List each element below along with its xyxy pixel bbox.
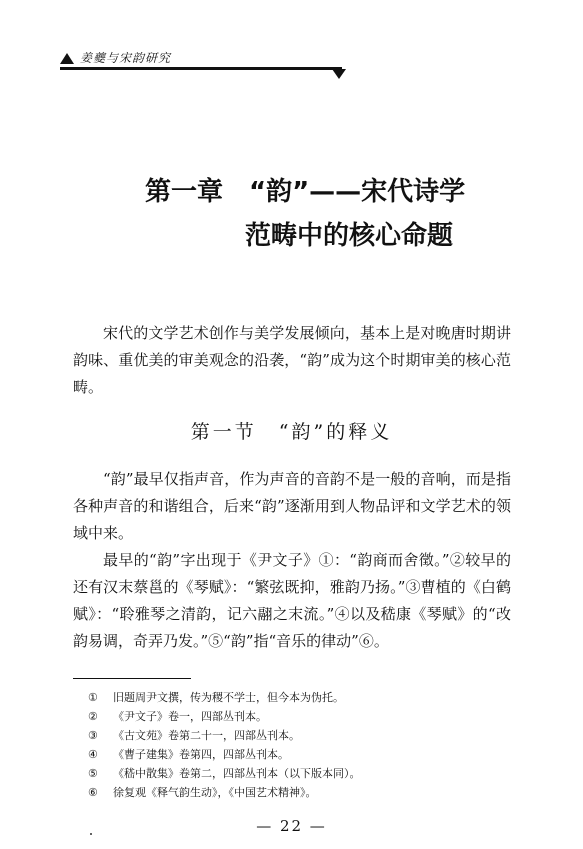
section-title: 第一节 “韵”的释义 <box>190 421 393 443</box>
footnote-mark: ② <box>88 710 98 723</box>
chapter-title <box>145 170 475 258</box>
footnote-text: 徐复观《释气韵生动》，《中国艺术精神》。 <box>113 786 317 799</box>
footnote <box>88 688 508 707</box>
footnote <box>88 707 508 726</box>
chapter-intro <box>73 320 511 401</box>
footnote <box>88 745 508 764</box>
triangle-down-icon <box>332 69 346 79</box>
body-paragraph: 最早的“韵”字出现于《尹文子》①：“韵商而舍徵。”②较早的还有汉末蔡邕的《琴赋》：“繁弦既抑，雅韵乃扬。”③曹植的《白鹤赋》：“聆雅琴之清韵，记六翮之末流。”④以及嵇康《琴赋》的“改韵易调，奇弄乃发。”⑤“韵”指“音乐的律动”⑥。 <box>73 551 511 650</box>
section-body <box>73 466 511 655</box>
footnote <box>88 764 508 783</box>
chapter-title-line-1: 第一章 “韵”——宋代诗学 <box>145 177 466 207</box>
running-head-title: 姜夔与宋韵研究 <box>80 51 172 65</box>
footnote-text: 《曹子建集》卷第四，四部丛刊本。 <box>113 748 289 761</box>
footnote-mark: ④ <box>88 748 98 761</box>
body-paragraph: “韵”最早仅指声音，作为声音的音韵不是一般的音响，而是指各种声音的和谐组合，后来“韵”逐渐用到人物品评和文学艺术的领域中来。 <box>73 470 511 542</box>
running-head <box>60 47 350 77</box>
footnote-text: 《尹文子》卷一，四部丛刊本。 <box>113 710 267 723</box>
chapter-title-line-2: 范畴中的核心命题 <box>245 221 454 251</box>
print-speck <box>90 833 92 835</box>
intro-paragraph: 宋代的文学艺术创作与美学发展倾向，基本上是对晚唐时期讲韵味、重优美的审美观念的沿袭，“韵”成为这个时期审美的核心范畴。 <box>73 324 511 396</box>
footnote-text: 《嵇中散集》卷第二，四部丛刊本（以下版本同）。 <box>113 767 361 780</box>
footnote-mark: ③ <box>88 729 98 742</box>
footnote-text: 旧题周尹文撰，传为稷不学士，但今本为伪托。 <box>113 691 344 704</box>
footnote-mark: ① <box>88 691 98 704</box>
running-head-rule <box>60 67 342 70</box>
footnote-mark: ⑥ <box>88 786 98 799</box>
footnote-rule <box>73 678 191 679</box>
triangle-up-icon <box>60 53 74 64</box>
footnote-mark: ⑤ <box>88 767 98 780</box>
footnotes <box>88 688 508 802</box>
page-number: — 22 — <box>256 817 327 835</box>
footnote-text: 《古文苑》卷第二十一，四部丛刊本。 <box>113 729 300 742</box>
footnote <box>88 783 508 802</box>
footnote <box>88 726 508 745</box>
